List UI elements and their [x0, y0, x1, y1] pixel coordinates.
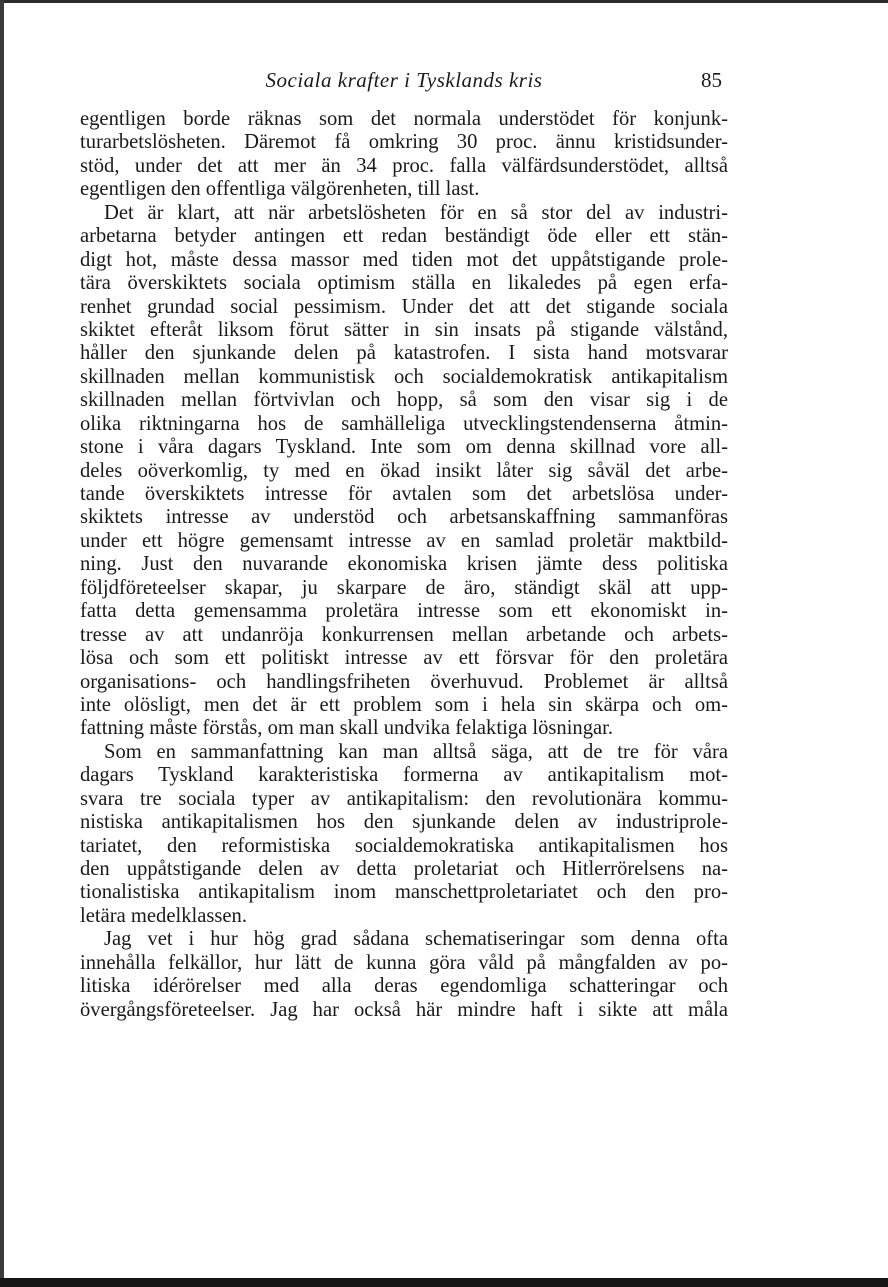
text-line: letära medelklassen. [80, 904, 247, 927]
text-line: övergångsföreteelser. Jag har också här mindre haft i sikte att måla [80, 998, 728, 1021]
scan-edge-top [0, 0, 888, 3]
text-line: den uppåtstigande delen av detta proletariat och Hitlerrörelsens na- [80, 858, 728, 880]
text-line: deles oöverkomlig, ty med en ökad insikt låter sig såväl det arbe- [80, 459, 728, 482]
page-header [80, 64, 728, 98]
text-line: inte olösligt, men det är ett problem som i hela sin skärpa och om- [80, 693, 728, 716]
text-line: Det är klart, att när arbetslösheten för en så stor del av industri- [104, 201, 728, 224]
body-text [80, 108, 728, 1022]
text-line: tariatet, den reformistiska socialdemokratiska antikapitalismen hos [80, 834, 728, 857]
text-line: skiktet efteråt liksom förut sätter in sin insats på stigande välstånd, [80, 318, 728, 341]
text-line: skillnaden mellan kommunistisk och socialdemokratisk antikapitalism [80, 365, 728, 388]
text-line: litiska idérörelser med alla deras egendomliga schatteringar och [80, 975, 728, 998]
text-line: ning. Just den nuvarande ekonomiska krisen jämte dess politiska [80, 553, 728, 576]
text-line: fattning måste förstås, om man skall undvika felaktiga lösningar. [80, 717, 614, 740]
text-line: stöd, under det att mer än 34 proc. falla välfärdsunderstödet, alltså [80, 154, 728, 177]
text-line: Jag vet i hur hög grad sådana schematiseringar som denna ofta [104, 928, 728, 951]
text-line: dagars Tyskland karakteristiska formerna av antikapitalism mot- [80, 764, 728, 787]
text-line: svara tre sociala typer av antikapitalism: den revolutionära kommu- [80, 787, 728, 810]
text-line: digt hot, måste dessa massor med tiden mot det uppåtstigande prole- [80, 248, 728, 271]
scan-edge-bottom [0, 1278, 888, 1287]
text-line: olika riktningarna hos de samhälleliga utvecklingstendenserna åtmin- [80, 412, 728, 435]
text-line: tande överskiktets intresse för avtalen som det arbetslösa under- [80, 483, 728, 505]
text-line: följdföreteelser skapar, ju skarpare de äro, ständigt skäl att upp- [80, 576, 728, 599]
text-line: renhet grundad social pessimism. Under det att det stigande sociala [80, 295, 728, 318]
text-line: nistiska antikapitalismen hos den sjunkande delen av industriprole- [80, 811, 728, 834]
page-number: 85 [701, 68, 722, 92]
text-line: skiktets intresse av understöd och arbetsanskaffning sammanföras [80, 506, 728, 529]
text-line: egentligen den offentliga välgörenheten, till last. [80, 178, 480, 201]
text-line: lösa och som ett politiskt intresse av ett försvar för den proletära [80, 647, 728, 670]
text-line: under ett högre gemensamt intresse av en samlad proletär maktbild- [80, 529, 728, 552]
running-title: Sociala krafter i Tysklands kris [265, 68, 543, 92]
paragraph [80, 202, 728, 741]
text-line: organisations- och handlingsfriheten överhuvud. Problemet är alltså [80, 670, 728, 693]
paragraph [80, 741, 728, 929]
text-line: egentligen borde räknas som det normala understödet för konjunk- [80, 108, 728, 130]
text-line: arbetarna betyder antingen ett redan beständigt öde eller ett stän- [80, 225, 728, 248]
text-line: tionalistiska antikapitalism inom manschettproletariatet och den pro- [80, 881, 728, 904]
text-line: håller den sjunkande delen på katastrofen. I sista hand motsvarar [80, 342, 728, 365]
paragraph [80, 108, 728, 202]
text-line: tära överskiktets sociala optimism ställa en likaledes på egen erfa- [80, 272, 728, 295]
paragraph [80, 928, 728, 1022]
text-line: tresse av att undanröja konkurrensen mellan arbetande och arbets- [80, 623, 728, 646]
scan-edge-left [0, 0, 4, 1287]
text-line: fatta detta gemensamma proletära intresse som ett ekonomiskt in- [80, 600, 728, 623]
text-line: turarbetslösheten. Däremot få omkring 30 proc. ännu kristidsunder- [80, 131, 728, 154]
text-line: innehålla felkällor, hur lätt de kunna göra våld på mångfalden av po- [80, 951, 728, 974]
text-line: stone i våra dagars Tyskland. Inte som om denna skillnad vore all- [80, 436, 728, 459]
text-line: skillnaden mellan förtvivlan och hopp, så som den visar sig i de [80, 389, 728, 412]
text-line: Som en sammanfattning kan man alltså säga, att de tre för våra [104, 740, 728, 763]
